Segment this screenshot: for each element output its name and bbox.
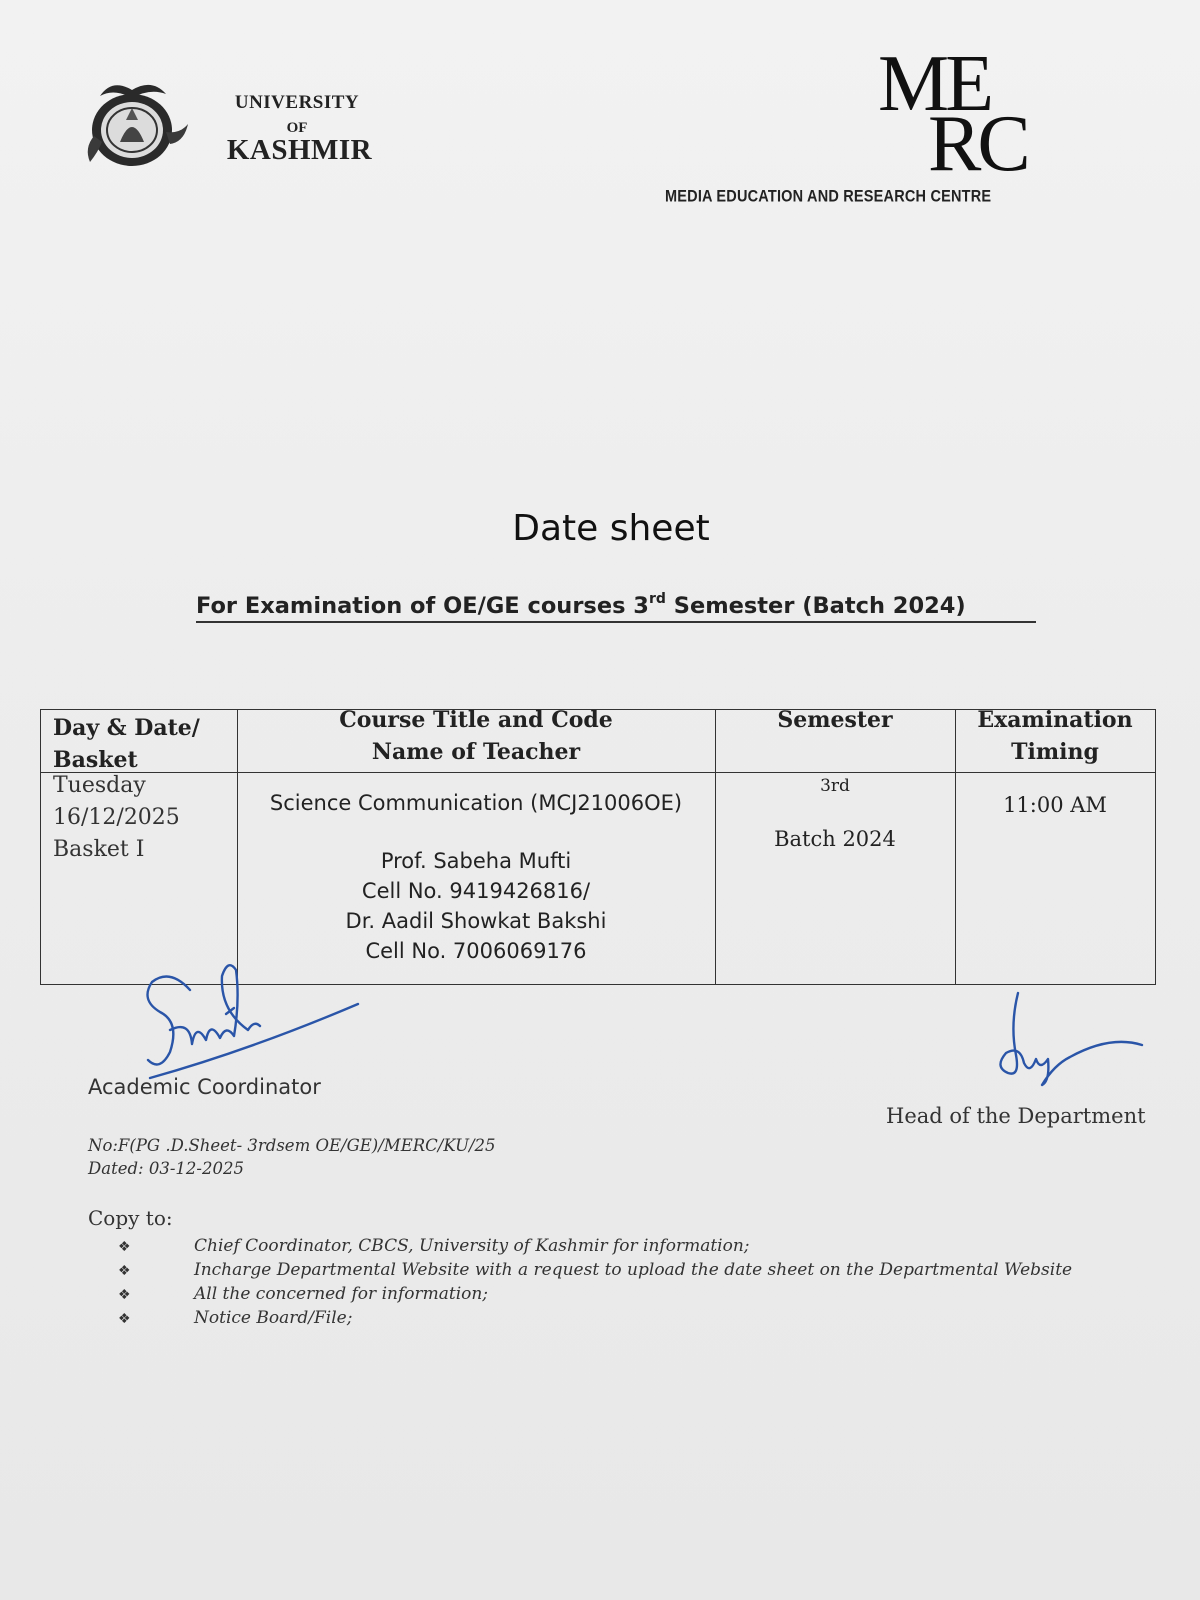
row-semester: 3rd <box>820 776 850 796</box>
copy-to-item-text: All the concerned for information; <box>194 1284 489 1304</box>
copy-to-item <box>118 1308 352 1328</box>
bullet-icon: ❖ <box>118 1263 131 1279</box>
header-course-teacher <box>237 704 715 768</box>
row-day: Tuesday <box>53 773 146 798</box>
header-course-line1: Course Title and Code <box>339 707 613 733</box>
header-timing-line1: Examination <box>977 707 1133 733</box>
document-subtitle <box>196 592 1036 623</box>
copy-to-item-text: Notice Board/File; <box>194 1308 353 1328</box>
row-batch: Batch 2024 <box>774 827 896 851</box>
teacher-phone: Cell No. 7006069176 <box>365 939 587 963</box>
academic-coordinator-label: Academic Coordinator <box>88 1075 321 1099</box>
table-row-divider <box>41 772 1155 773</box>
university-emblem-icon <box>80 72 192 172</box>
copy-to-label: Copy to: <box>88 1206 173 1230</box>
copy-to-item-text: Incharge Departmental Website with a request to upload the date sheet on the Departmental Website <box>194 1260 1073 1280</box>
row-date: 16/12/2025 <box>53 805 180 830</box>
copy-to-item <box>118 1236 750 1256</box>
teacher-name: Prof. Sabeha Mufti <box>380 849 572 873</box>
header-course-line2: Name of Teacher <box>371 739 581 765</box>
header-timing-line2: Timing <box>1011 739 1099 765</box>
teacher-name: Dr. Aadil Showkat Bakshi <box>345 909 607 933</box>
row-course-title: Science Communication (MCJ21006OE) <box>269 791 683 815</box>
academic-coordinator-signature <box>130 960 380 1085</box>
header-day-date-basket <box>53 712 200 776</box>
copy-to-item-text: Chief Coordinator, CBCS, University of Kashmir for information; <box>194 1236 750 1256</box>
row-timing: 11:00 AM <box>1003 793 1107 817</box>
header-day-line1: Day & Date/ <box>53 715 200 741</box>
merc-logo-line1: ME <box>878 40 990 128</box>
subtitle-text-start: For Examination of OE/GE courses 3 <box>196 593 649 619</box>
teacher-phone: Cell No. 9419426816/ <box>361 879 591 903</box>
bullet-icon: ❖ <box>118 1239 131 1255</box>
document-title: Date sheet <box>512 508 710 549</box>
header-semester: Semester <box>777 707 893 733</box>
row-basket: Basket I <box>53 837 145 862</box>
subtitle-text-end: Semester (Batch 2024) <box>665 593 966 619</box>
header-exam-timing <box>955 704 1155 768</box>
university-name-line2: OF <box>286 120 308 136</box>
head-of-department-label: Head of the Department <box>886 1104 1146 1128</box>
schedule-table <box>40 709 1156 985</box>
university-name-line3: KASHMIR <box>226 134 373 166</box>
bullet-icon: ❖ <box>118 1287 131 1303</box>
merc-logo-line2: RC <box>928 100 1027 188</box>
reference-number: No:F(PG .D.Sheet- 3rdsem OE/GE)/MERC/KU/25 <box>88 1136 496 1155</box>
copy-to-item <box>118 1284 488 1304</box>
centre-full-name: MEDIA EDUCATION AND RESEARCH CENTRE <box>665 187 992 207</box>
university-name-line1: UNIVERSITY <box>234 92 360 113</box>
head-of-department-signature <box>990 985 1165 1095</box>
copy-to-item <box>118 1260 1072 1280</box>
row-day-date <box>53 770 180 866</box>
reference-date: Dated: 03-12-2025 <box>88 1159 244 1178</box>
row-teachers <box>237 846 715 966</box>
header-day-line2: Basket <box>53 747 138 773</box>
bullet-icon: ❖ <box>118 1311 131 1327</box>
subtitle-superscript: rd <box>648 591 666 607</box>
